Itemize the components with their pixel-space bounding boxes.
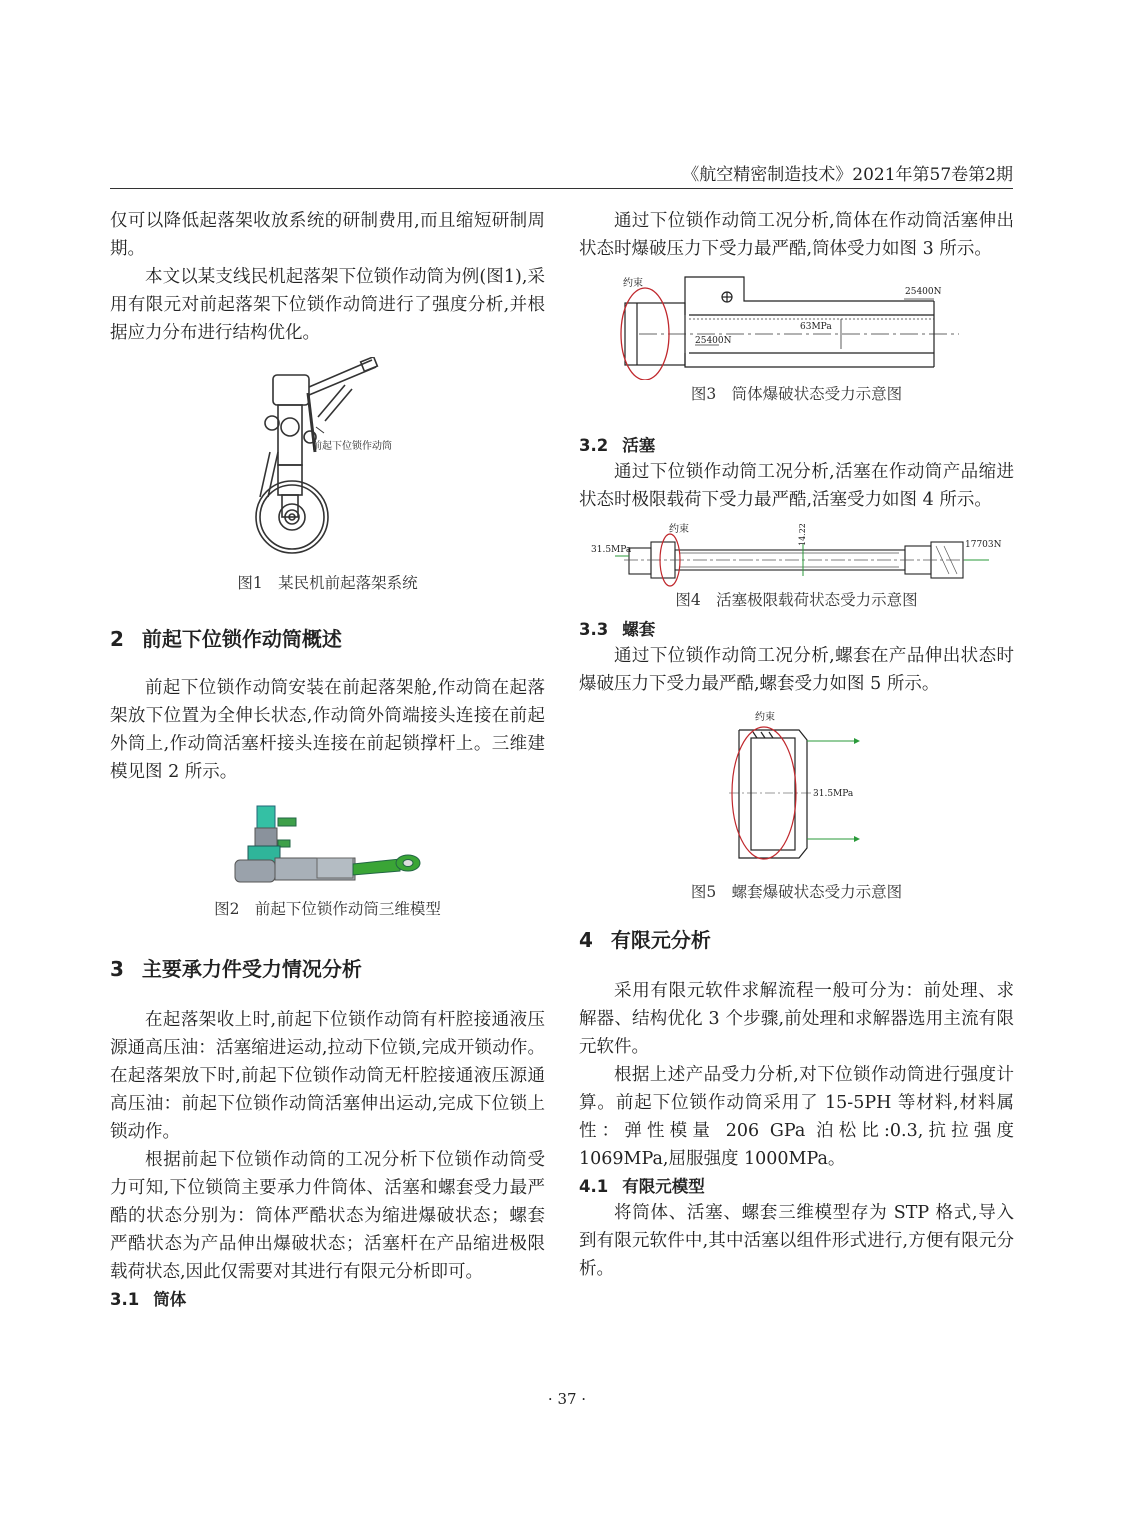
- thread-sleeve-diagram: [579, 708, 1014, 878]
- figure-5-caption: 图5 螺套爆破状态受力示意图: [690, 883, 903, 901]
- dimension-label: 14.22: [798, 523, 807, 546]
- force-label: 17703N: [965, 540, 1002, 550]
- figure-3: [579, 275, 1014, 404]
- paragraph: 通过下位锁作动筒工况分析,活塞在作动筒产品缩进状态时极限载荷下受力最严酷,活塞受力如图 4 所示。: [579, 462, 1014, 510]
- section-title: 前起下位锁作动筒概述: [141, 627, 342, 651]
- pressure-label: 31.5MPa: [813, 789, 854, 799]
- subsection-3-2-heading: [579, 434, 1014, 458]
- subsection-number: 3.2: [579, 436, 609, 455]
- force-label: 25400N: [905, 287, 942, 297]
- constraint-label: 约束: [623, 278, 643, 289]
- paragraph: 通过下位锁作动筒工况分析,螺套在产品伸出状态时爆破压力下受力最严酷,螺套受力如图 5 所示。: [579, 646, 1014, 694]
- journal-header: 《航空精密制造技术》2021年第57卷第2期: [682, 165, 1013, 185]
- figure-1-caption: 图1 某民机前起落架系统: [237, 574, 418, 592]
- left-column: [110, 207, 545, 1312]
- subsection-number: 4.1: [579, 1177, 609, 1196]
- subsection-title: 螺套: [622, 620, 656, 639]
- figure-5: [579, 708, 1014, 902]
- figure-2: [110, 798, 545, 919]
- pressure-label: 63MPa: [800, 322, 832, 332]
- header-rule: [110, 188, 1013, 189]
- section-title: 有限元分析: [610, 928, 711, 952]
- figure-1-label: 前起下位锁作动筒: [312, 441, 392, 452]
- figure-4-caption: 图4 活塞极限载荷状态受力示意图: [675, 591, 918, 609]
- right-column: [579, 207, 1014, 1283]
- section-4-heading: [579, 924, 1014, 953]
- paragraph: 根据前起下位锁作动筒的工况分析下位锁作动筒受力可知,下位锁筒主要承力件筒体、活塞和螺套受力最严酷的状态分别为：筒体严酷状态为缩进爆破状态；螺套严酷状态为产品伸出爆破状态；活塞杆在产品缩进极限载荷状态,因此仅需要对其进行有限元分析即可。: [110, 1150, 545, 1282]
- force-label: 25400N: [695, 336, 732, 346]
- page-number: · 37 ·: [547, 1390, 587, 1408]
- figure-3-caption: 图3 筒体爆破状态受力示意图: [690, 385, 903, 403]
- paragraph: 仅可以降低起落架收放系统的研制费用,而且缩短研制周期。: [110, 211, 545, 259]
- piston-load-diagram: [579, 520, 1014, 590]
- landing-gear-illustration: [110, 357, 545, 567]
- paragraph: 本文以某支线民机起落架下位锁作动筒为例(图1),采用有限元对前起落架下位锁作动筒进行了强度分析,并根据应力分布进行结构优化。: [110, 267, 545, 343]
- subsection-number: 3.1: [110, 1290, 140, 1309]
- section-2-heading: [110, 623, 545, 652]
- subsection-number: 3.3: [579, 620, 609, 639]
- paragraph: 采用有限元软件求解流程一般可分为：前处理、求解器、结构优化 3 个步骤,前处理和求解器选用主流有限元软件。: [579, 981, 1014, 1057]
- pressure-label: 31.5MPa: [591, 545, 632, 555]
- section-number: 2: [110, 627, 124, 651]
- paragraph: 根据上述产品受力分析,对下位锁作动筒进行强度计算。前起下位锁作动筒采用了 15-5PH 等材料,材料属性：弹性模量 206 GPa 泊松比:0.3,抗拉强度1069MPa,屈服强度 1000MPa。: [579, 1065, 1014, 1169]
- subsection-title: 筒体: [153, 1290, 187, 1309]
- paragraph: 在起落架收上时,前起下位锁作动筒有杆腔接通液压源通高压油：活塞缩进运动,拉动下位锁,完成开锁动作。在起落架放下时,前起下位锁作动筒无杆腔接通液压源通高压油：前起下位锁作动筒活塞伸出运动,完成下位锁上锁动作。: [110, 1010, 545, 1142]
- actuator-3d-model: [110, 798, 545, 893]
- section-number: 3: [110, 957, 124, 981]
- section-3-heading: [110, 953, 545, 982]
- paragraph: 将筒体、活塞、螺套三维模型存为 STP 格式,导入到有限元软件中,其中活塞以组件形式进行,方便有限元分析。: [579, 1203, 1014, 1279]
- figure-1: [110, 357, 545, 593]
- section-title: 主要承力件受力情况分析: [141, 957, 362, 981]
- paragraph: 通过下位锁作动筒工况分析,筒体在作动筒活塞伸出状态时爆破压力下受力最严酷,筒体受力如图 3 所示。: [579, 211, 1014, 259]
- figure-4: [579, 520, 1014, 610]
- subsection-title: 有限元模型: [622, 1177, 705, 1196]
- subsection-4-1-heading: [579, 1175, 1014, 1199]
- constraint-label: 约束: [755, 712, 775, 723]
- subsection-title: 活塞: [622, 436, 656, 455]
- paragraph: 前起下位锁作动筒安装在前起落架舱,作动筒在起落架放下位置为全伸长状态,作动筒外筒端接头连接在前起外筒上,作动筒活塞杆接头连接在前起锁撑杆上。三维建模见图 2 所示。: [110, 678, 545, 782]
- subsection-3-1-heading: [110, 1288, 545, 1312]
- figure-2-caption: 图2 前起下位锁作动筒三维模型: [214, 900, 441, 918]
- section-number: 4: [579, 928, 593, 952]
- subsection-3-3-heading: [579, 618, 1014, 642]
- constraint-label: 约束: [669, 524, 689, 535]
- cylinder-burst-diagram: [579, 275, 1014, 380]
